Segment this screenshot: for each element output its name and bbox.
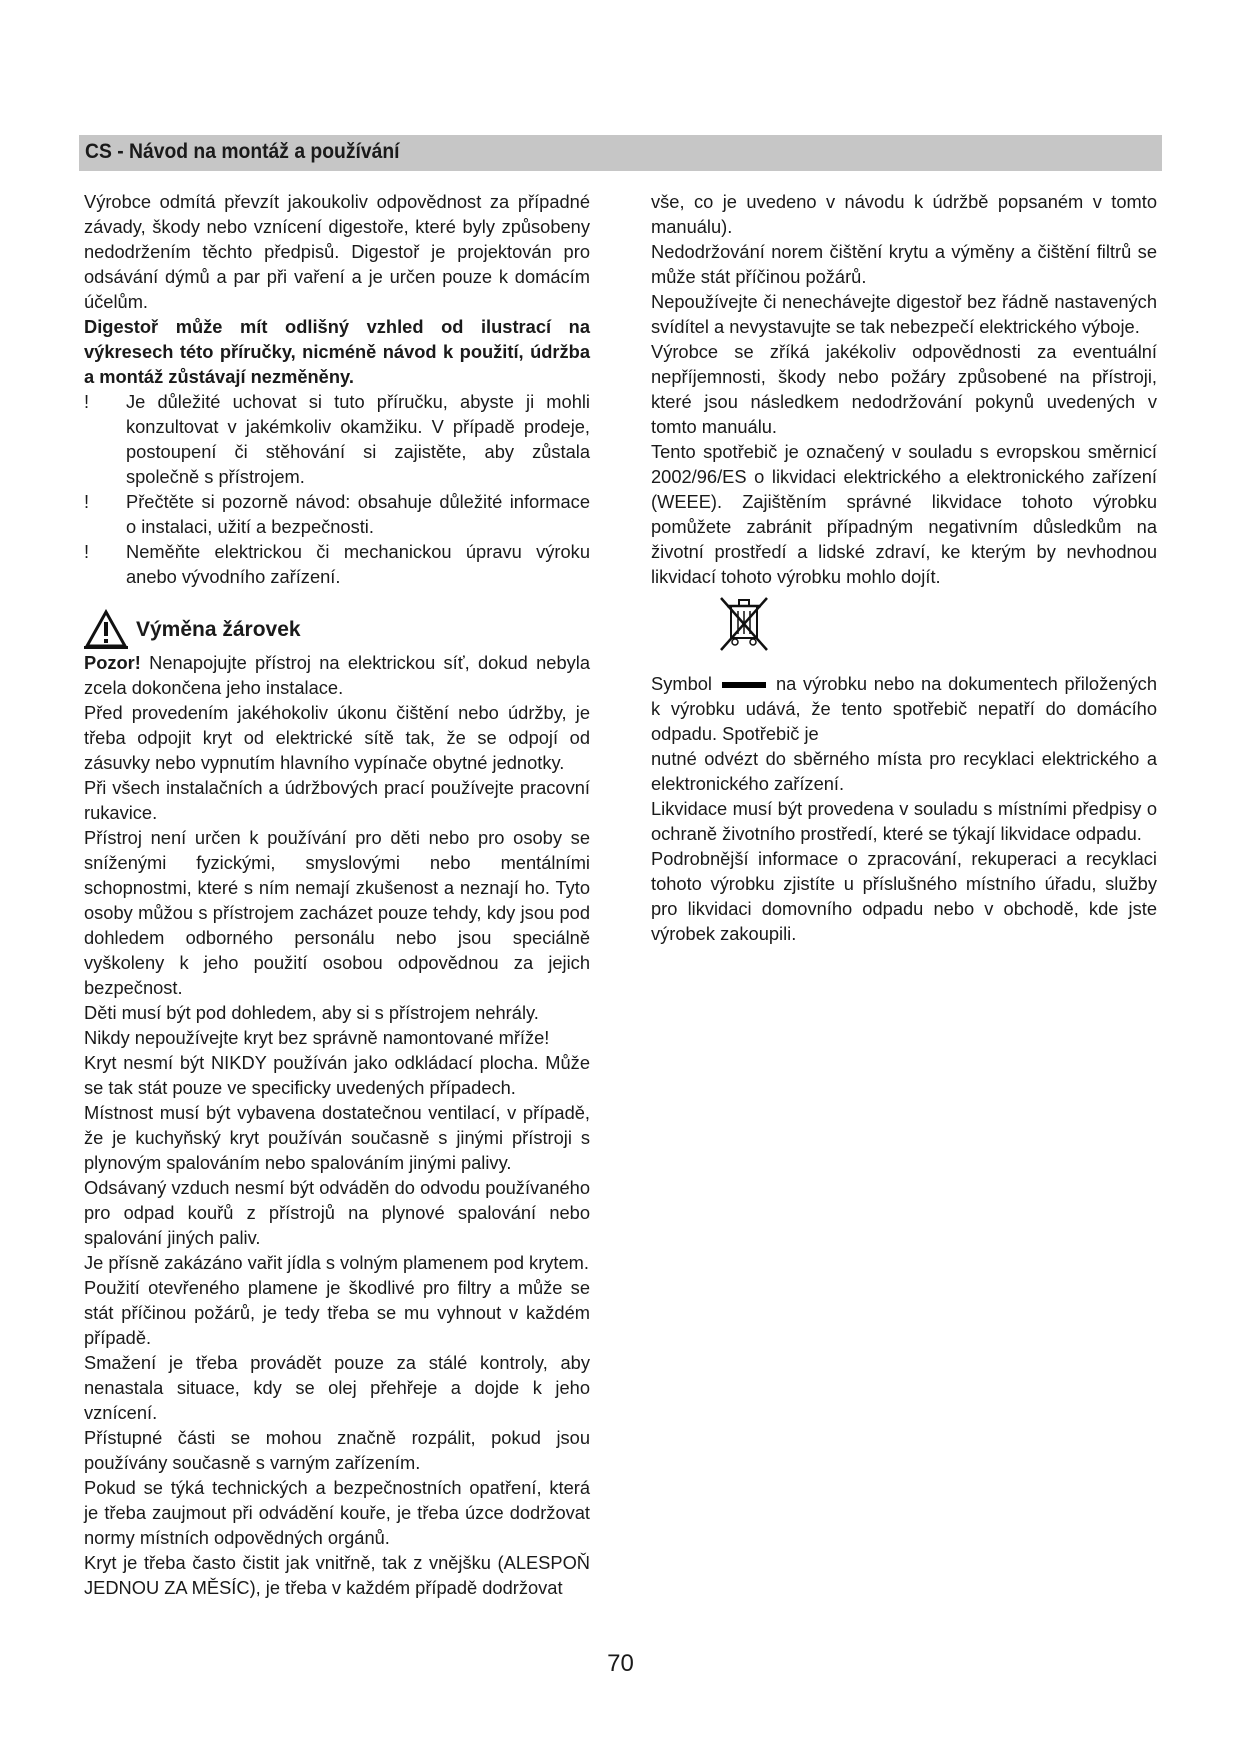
section-heading: [84, 609, 590, 649]
pozor-text: Nenapojujte přístroj na elektrickou síť, dokud nebyla zcela dokončena jeho instalace.: [84, 652, 590, 698]
symbol-label: Symbol: [651, 673, 712, 694]
pozor-label: Pozor!: [84, 652, 141, 673]
bullet-mark: !: [84, 391, 90, 412]
paragraph: Nepoužívejte či nenechávejte digestoř bez řádně nastavených svídítel a nevystavujte se tak nebezpečí elektrického výboje.: [651, 291, 1157, 337]
warning-triangle-icon: [84, 609, 128, 649]
symbol-text: na výrobku nebo na dokumentech přiložených k výrobku udává, že tento spotřebič nepatří do domácího odpadu. Spotřebič je: [651, 673, 1157, 744]
page-title: CS - Návod na montáž a používání: [85, 140, 400, 163]
bullet-item: [84, 489, 590, 539]
right-column: [651, 189, 1157, 946]
bullet-text: Je důležité uchovat si tuto příručku, abyste ji mohli konzultovat v jakémkoliv okamžiku. V případě prodeje, postoupení či stěhování si zajistěte, aby zůstala společně s přístrojem.: [126, 391, 590, 487]
bullet-mark: !: [84, 541, 90, 562]
warning-paragraph: [84, 650, 590, 700]
paragraph: vše, co je uvedeno v návodu k údržbě popsaném v tomto manuálu).: [651, 191, 1157, 237]
bullet-text: Neměňte elektrickou či mechanickou úpravu výroku anebo vývodního zařízení.: [126, 541, 590, 587]
paragraph: Před provedením jakéhokoliv úkonu čištění nebo údržby, je třeba odpojit kryt od elektrické sítě tak, že se odpojí od zásuvky nebo vypnutím hlavního vypínače obytné jednotky.: [84, 702, 590, 773]
left-column: [84, 189, 590, 1600]
bullet-item: [84, 539, 590, 589]
paragraph: nutné odvézt do sběrného místa pro recyklaci elektrického a elektronického zařízení.: [651, 748, 1157, 794]
header-bar: [79, 135, 1162, 171]
paragraph: Smažení je třeba provádět pouze za stálé kontroly, aby nenastala situace, kdy se olej přehřeje a dojde k jeho vznícení.: [84, 1352, 590, 1423]
paragraph: Nikdy nepoužívejte kryt bez správně namontované mříže!: [84, 1027, 550, 1048]
paragraph: Kryt je třeba často čistit jak vnitřně, tak z vnějšku (ALESPOŇ JEDNOU ZA MĚSÍC), je třeba v každém případě dodržovat: [84, 1552, 590, 1598]
symbol-paragraph: [651, 671, 1157, 746]
intro-paragraph: Výrobce odmítá převzít jakoukoliv odpovědnost za případné závady, škody nebo vznícení digestoře, které byly způsobeny nedodržením těchto předpisů. Digestoř je projektován pro odsávání dýmů a par při vaření a je určen pouze k domácím účelům.: [84, 191, 590, 312]
weee-symbol-area: [651, 589, 1157, 671]
paragraph: Přístupné části se mohou značně rozpálit, pokud jsou používány současně s varným zařízením.: [84, 1427, 590, 1473]
paragraph: Výrobce se zříká jakékoliv odpovědnosti za eventuální nepříjemnosti, škody nebo požáry způsobené na přístroji, které jsou následkem nedodržování pokynů uvedených v tomto manuálu.: [651, 341, 1157, 437]
paragraph: Děti musí být pod dohledem, aby si s přístrojem nehrály.: [84, 1002, 539, 1023]
bullet-text: Přečtěte si pozorně návod: obsahuje důležité informace o instalaci, užití a bezpečnosti.: [126, 491, 590, 537]
paragraph: Podrobnější informace o zpracování, rekuperaci a recyklaci tohoto výrobku zjistíte u příslušného místního úřadu, služby pro likvidaci domovního odpadu nebo v obchodě, kde jste výrobek zakoupili.: [651, 848, 1157, 944]
paragraph: Je přísně zakázáno vařit jídla s volným plamenem pod krytem.: [84, 1252, 589, 1273]
paragraph: Použití otevřeného plamene je škodlivé pro filtry a může se stát příčinou požárů, je tedy třeba se mu vyhnout v každém případě.: [84, 1277, 590, 1348]
section-title: Výměna žárovek: [136, 617, 301, 641]
bullet-mark: !: [84, 491, 90, 512]
paragraph: Tento spotřebič je označený v souladu s evropskou směrnicí 2002/96/ES o likvidaci elektrického a elektronického zařízení (WEEE). Zajištěním správné likvidace tohoto výrobku pomůžete zabránit případným negativním důsledkům na životní prostředí a lidské zdraví, ke kterým by nevhodnou likvidací tohoto výrobku mohlo dojít.: [651, 441, 1157, 587]
paragraph: Kryt nesmí být NIKDY používán jako odkládací plocha. Může se tak stát pouze ve specificky uvedených případech.: [84, 1052, 590, 1098]
paragraph: Při všech instalačních a údržbových prací používejte pracovní rukavice.: [84, 777, 590, 823]
black-bar-icon: [722, 682, 766, 688]
bullet-item: [84, 389, 590, 489]
crossed-out-bin-icon: [717, 596, 771, 654]
paragraph: Pokud se týká technických a bezpečnostních opatření, která je třeba zaujmout při odvádění kouře, je třeba úzce dodržovat normy místních odpovědných orgánů.: [84, 1477, 590, 1548]
bold-notice: Digestoř může mít odlišný vzhled od ilustrací na výkresech této příručky, nicméně návod k použití, údržba a montáž zůstávají nezměněny.: [84, 316, 590, 387]
paragraph: Přístroj není určen k používání pro děti nebo pro osoby se sníženými fyzickými, smyslovými nebo mentálními schopnostmi, které s ním nemají zkušenost a neznají ho. Tyto osoby můžou s přístrojem zacházet pouze tehdy, kdy jsou pod dohledem odborného personálu nebo jsou speciálně vyškoleny k jeho použití osobou odpovědnou za jejich bezpečnost.: [84, 827, 590, 998]
paragraph: Likvidace musí být provedena v souladu s místními předpisy o ochraně životního prostředí, které se týkají likvidace odpadu.: [651, 798, 1157, 844]
paragraph: Nedodržování norem čištění krytu a výměny a čištění filtrů se může stát příčinou požárů.: [651, 241, 1157, 287]
paragraph: Místnost musí být vybavena dostatečnou ventilací, v případě, že je kuchyňský kryt používán současně s jinými přístroji s plynovým spalováním nebo spalováním jinými palivy.: [84, 1102, 590, 1173]
paragraph: Odsávaný vzduch nesmí být odváděn do odvodu používaného pro odpad kouřů z přístrojů na plynové spalování nebo spalování jiných paliv.: [84, 1177, 590, 1248]
page-number: 70: [607, 1650, 634, 1677]
